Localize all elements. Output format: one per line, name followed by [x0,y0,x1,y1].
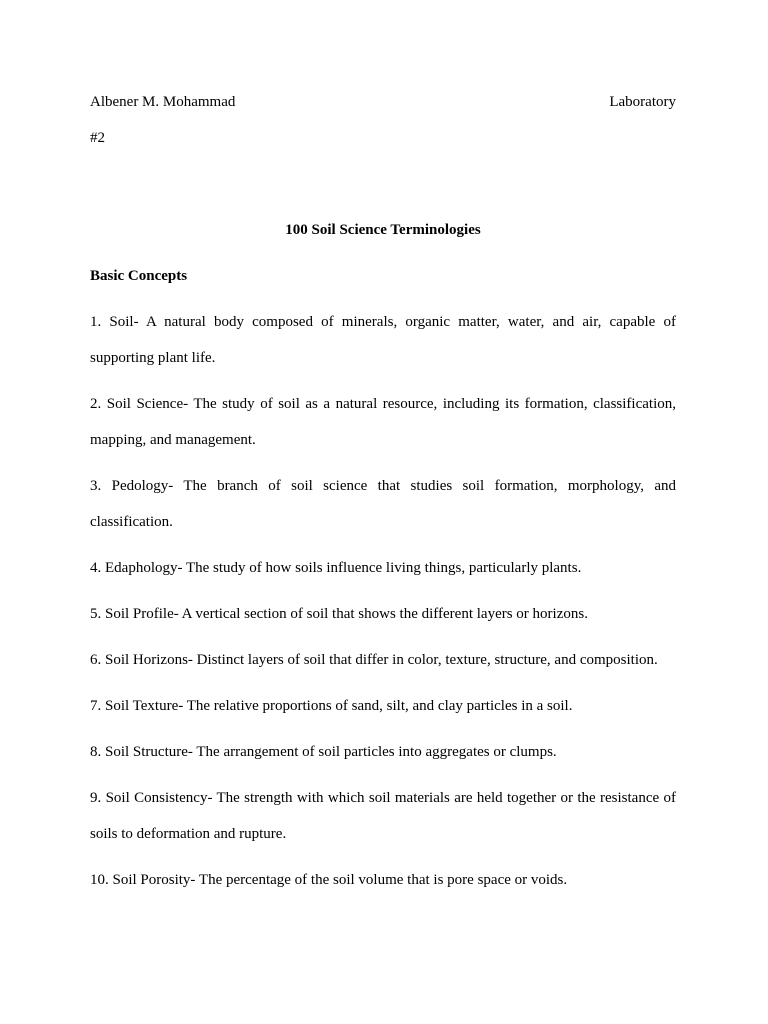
term-item: 6. Soil Horizons- Distinct layers of soil that differ in color, texture, structure, and composition. [90,652,658,668]
author-name: Albener M. Mohammad [90,94,236,110]
term-item: 1. Soil- A natural body composed of minerals, organic matter, water, and air, capable of supporting plant life. [90,314,676,366]
term-item: 5. Soil Profile- A vertical section of soil that shows the different layers or horizons. [90,606,588,622]
terms-list [90,304,676,908]
term-item: 7. Soil Texture- The relative proportions of sand, silt, and clay particles in a soil. [90,698,573,714]
term-item: 8. Soil Structure- The arrangement of soil particles into aggregates or clumps. [90,744,557,760]
term-item: 10. Soil Porosity- The percentage of the soil volume that is pore space or voids. [90,872,568,888]
term-item: 3. Pedology- The branch of soil science that studies soil formation, morphology, and classification. [90,478,676,530]
term-item: 9. Soil Consistency- The strength with which soil materials are held together or the resistance of soils to deformation and rupture. [90,790,676,842]
laboratory-label: Laboratory [609,94,676,110]
term-item: 4. Edaphology- The study of how soils influence living things, particularly plants. [90,560,582,576]
term-item: 2. Soil Science- The study of soil as a natural resource, including its formation, classification, mapping, and management. [90,396,676,448]
header-row [90,93,676,111]
section-heading: Basic Concepts [90,268,188,284]
document-title: 100 Soil Science Terminologies [285,222,481,238]
laboratory-number: #2 [90,130,105,146]
